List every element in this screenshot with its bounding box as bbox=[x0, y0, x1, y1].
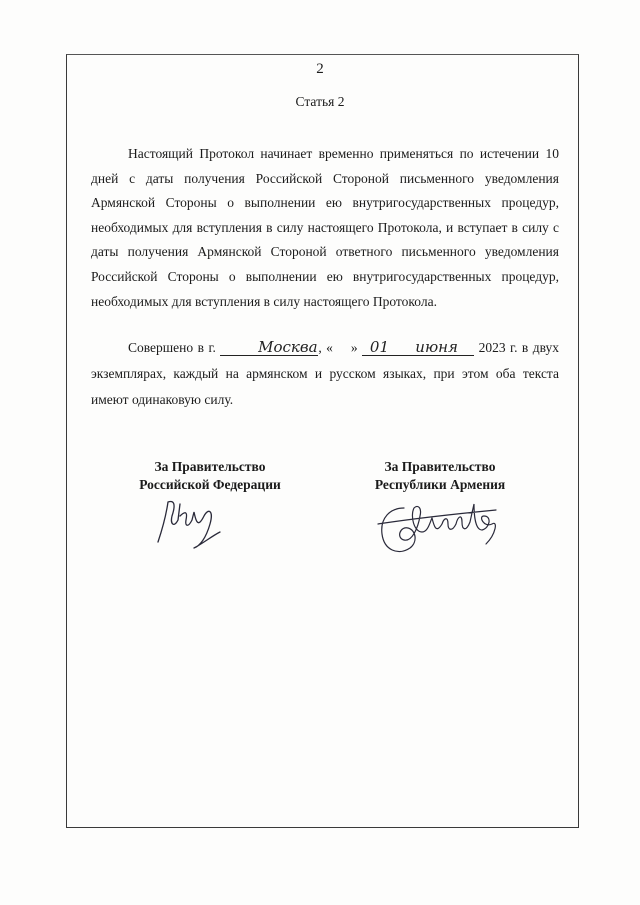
city-handwritten: Москва bbox=[220, 340, 318, 356]
completion-suffix: 2023 г. в двух экземплярах, каждый на армянском и русском языках, при этом оба текста имеют одинаковую силу. bbox=[91, 340, 560, 407]
month-handwritten: июня bbox=[362, 340, 474, 356]
handwritten-signature-armenia bbox=[374, 494, 504, 564]
completion-sep2: » bbox=[350, 340, 358, 355]
completion-prefix: Совершено в г. bbox=[128, 340, 216, 355]
completion-paragraph bbox=[91, 335, 559, 413]
handwritten-signature-russia bbox=[150, 494, 240, 550]
signature-caption-line1: За Правительство bbox=[154, 459, 266, 474]
signature-block-armenia bbox=[352, 458, 528, 494]
article-heading: Статья 2 bbox=[295, 94, 345, 109]
completion-sep1: , « bbox=[318, 340, 333, 355]
signature-caption-line2: Российской Федерации bbox=[139, 477, 281, 492]
signature-caption-line2: Республики Армения bbox=[374, 477, 506, 492]
page-number: 2 bbox=[316, 61, 324, 77]
day-handwritten: 01 bbox=[369, 338, 389, 356]
signature-block-russia bbox=[122, 458, 298, 494]
article-paragraph: Настоящий Протокол начинает временно применяться по истечении 10 дней с даты получения Российской Стороной письменного уведомления Армянской Стороны о выполнении ею внутригосударственных процедур, необходимых для вступления в силу настоящего Протокола, и вступает в силу с даты получения Армянской Стороной ответного письменного уведомления Российской Стороны о выполнении ею внутригосударственных процедур, необходимых для вступления в силу настоящего Протокола. bbox=[91, 146, 559, 309]
signature-caption-line1: За Правительство bbox=[384, 459, 496, 474]
